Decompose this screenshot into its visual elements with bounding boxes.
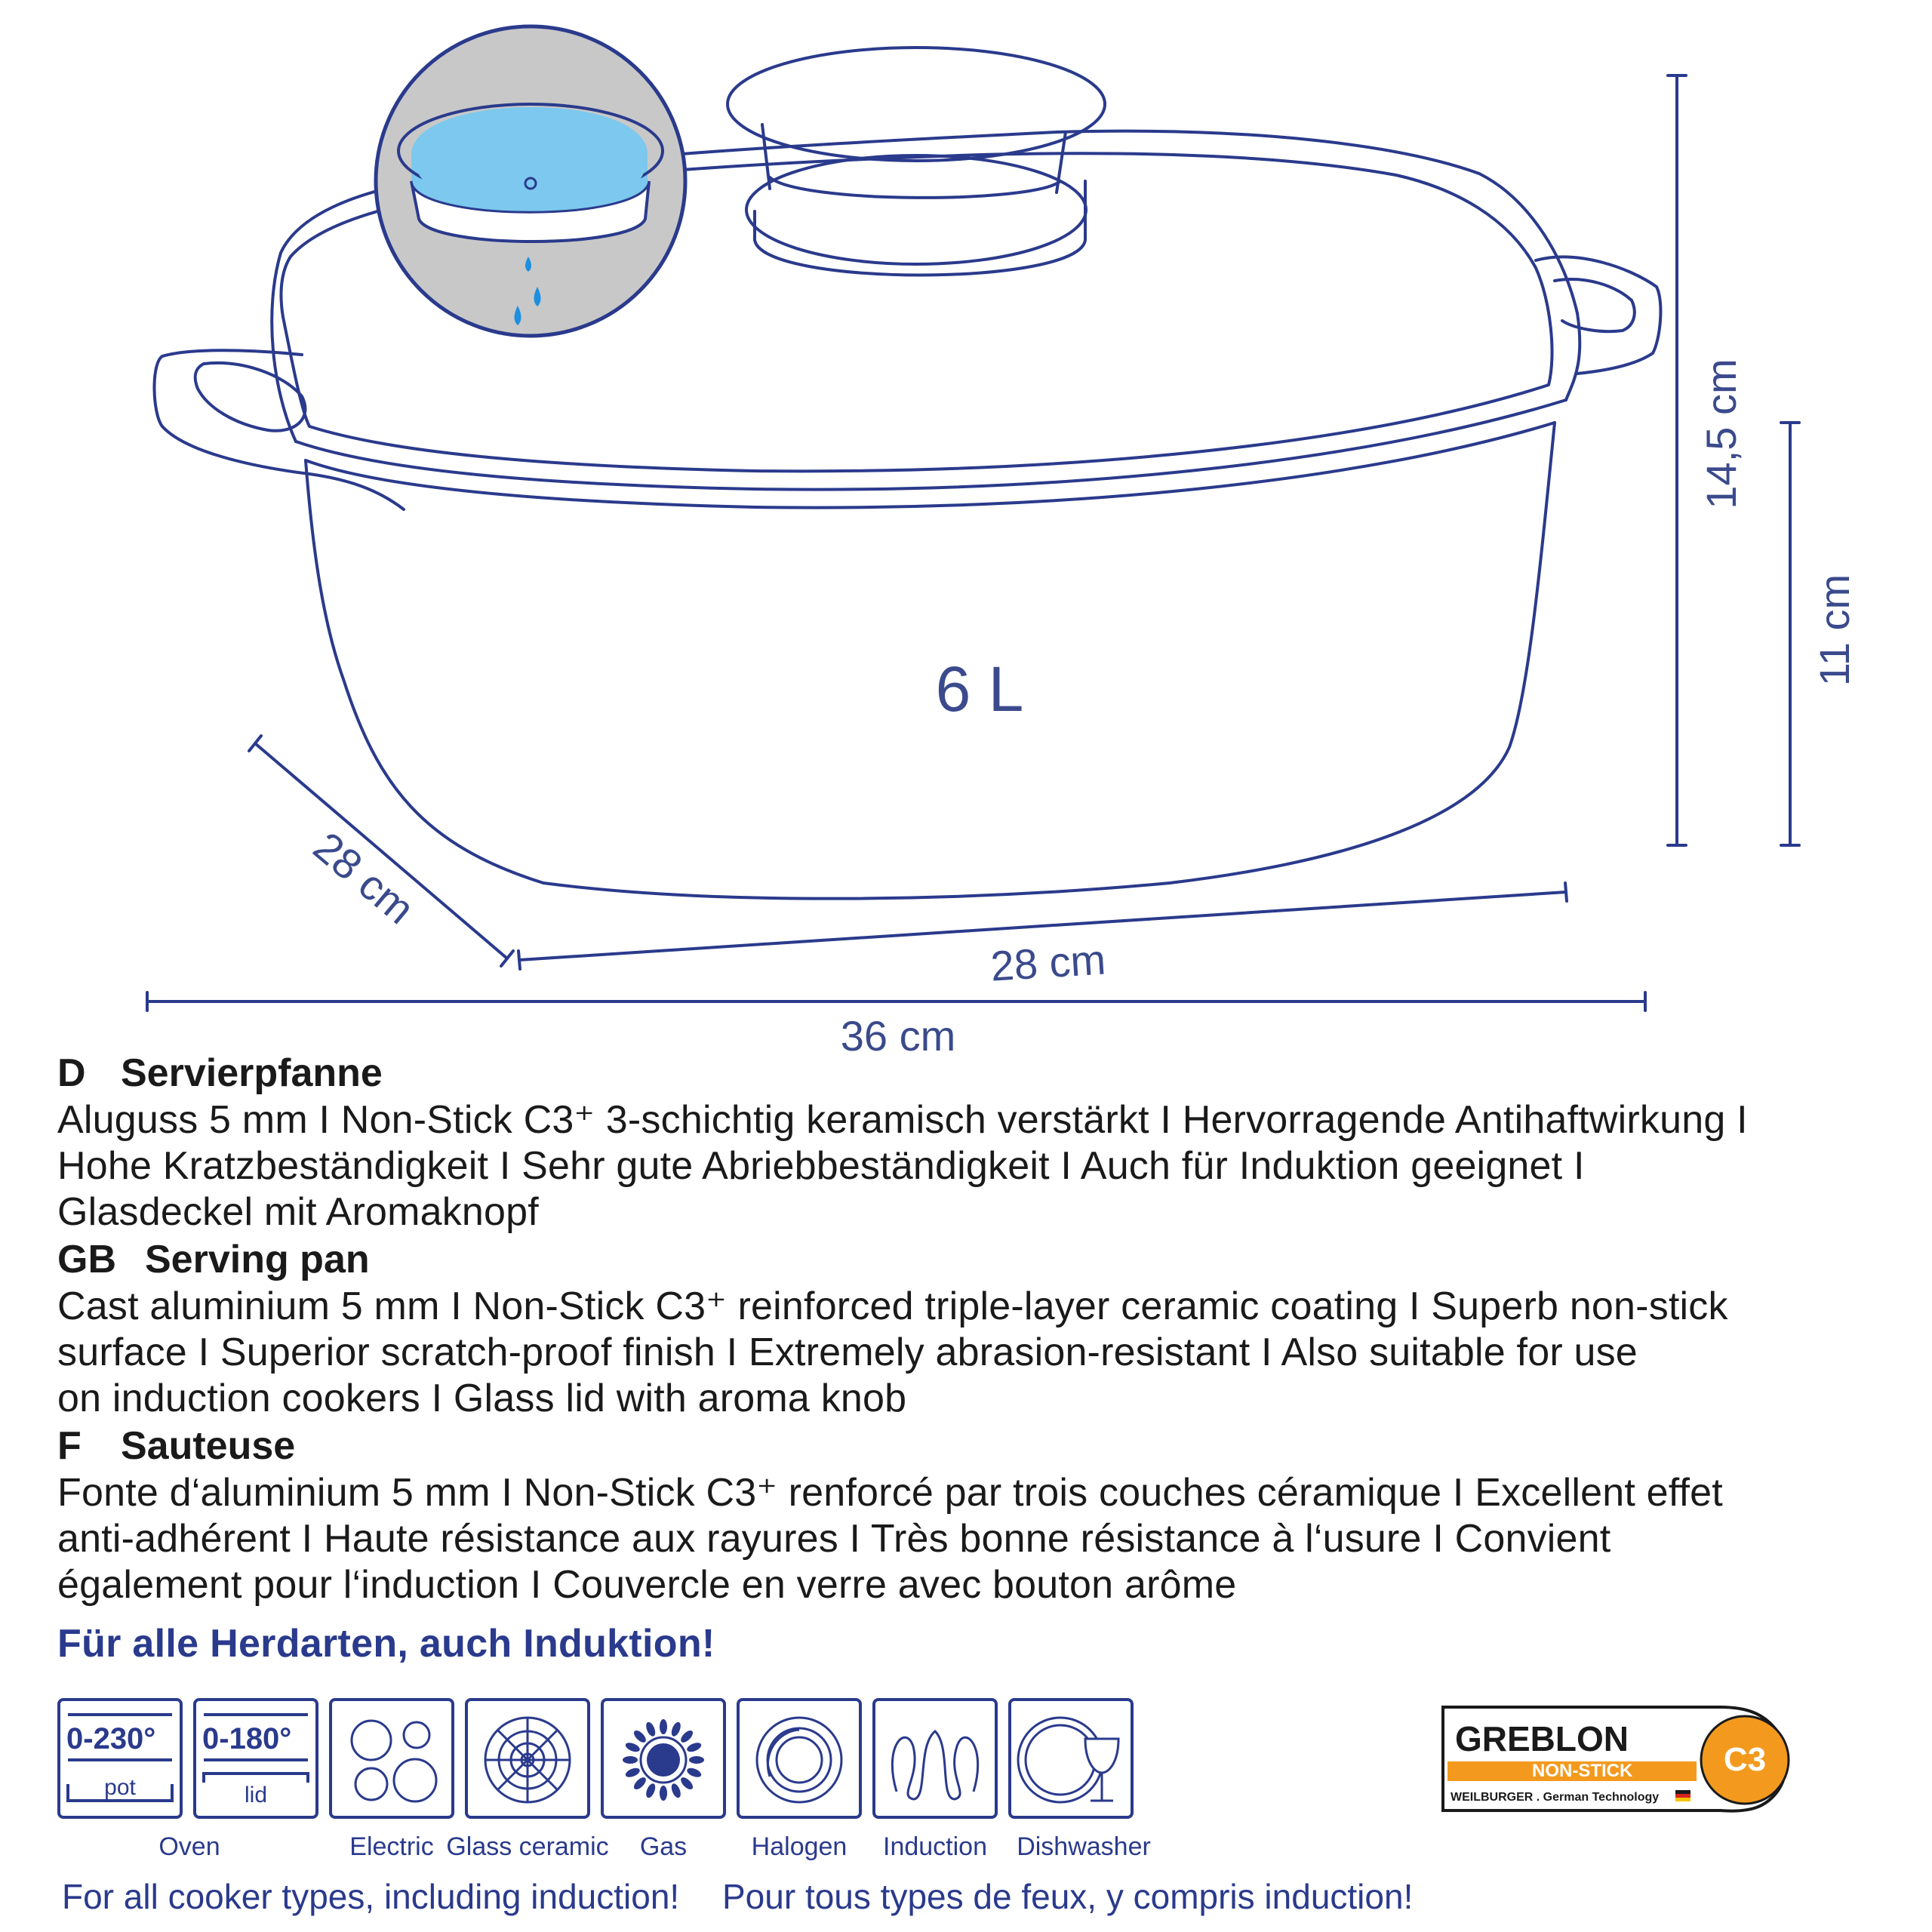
oven-lid-temp: 0-180° bbox=[202, 1722, 292, 1755]
gas-flame-petal bbox=[686, 1766, 703, 1779]
width-body-label: 28 cm bbox=[989, 935, 1107, 990]
gas-flame-petal bbox=[669, 1783, 682, 1799]
glass-ceramic-label: Glass ceramic bbox=[446, 1832, 609, 1861]
footer-text bbox=[62, 1876, 1446, 1917]
lid-knob bbox=[746, 155, 1086, 264]
glass-ceramic-icon bbox=[465, 1698, 590, 1819]
section-gb bbox=[57, 1235, 1899, 1422]
oven-lid-icon bbox=[193, 1698, 318, 1819]
footer-french: Pour tous types de feux, y compris induction! bbox=[722, 1877, 1414, 1916]
oven-pot-temp: 0-230° bbox=[66, 1722, 156, 1755]
section-title: Servierpfanne bbox=[121, 1051, 383, 1095]
description-line: Aluguss 5 mm I Non-Stick C3⁺ 3-schichtig keramisch verstärkt I Hervorragende Antihaftwirkung I bbox=[57, 1098, 1748, 1142]
gas-flame-petal bbox=[660, 1719, 667, 1734]
section-de bbox=[57, 1049, 1899, 1235]
section-heading bbox=[57, 1422, 1899, 1470]
gas-flame-petal bbox=[632, 1728, 648, 1744]
right-handle bbox=[1536, 257, 1660, 374]
language-code: F bbox=[57, 1424, 82, 1468]
greblon-logo bbox=[1434, 1701, 1804, 1814]
height-total-label: 14,5 cm bbox=[1697, 358, 1745, 509]
description-line: surface I Superior scratch-proof finish I Extremely abrasion-resistant I Also suitable for use bbox=[57, 1331, 1638, 1374]
gas-flame-petal bbox=[623, 1756, 638, 1764]
electric-icon bbox=[329, 1698, 454, 1819]
oven-lid-label: lid bbox=[244, 1783, 267, 1807]
description-line: Cast aluminium 5 mm I Non-Stick C3⁺ reinforced triple-layer ceramic coating I Superb non-stick bbox=[57, 1284, 1728, 1328]
cooker-types-heading: Für alle Herdarten, auch Induktion! bbox=[57, 1622, 715, 1666]
description-line: Fonte d‘aluminium 5 mm I Non-Stick C3⁺ renforcé par trois couches céramique I Excellent effet bbox=[57, 1471, 1723, 1515]
gas-flame-petal bbox=[624, 1741, 641, 1754]
gas-flame-petal bbox=[632, 1775, 648, 1791]
footer-english: For all cooker types, including induction! bbox=[62, 1877, 680, 1916]
oven-label: Oven bbox=[158, 1832, 220, 1861]
halogen-icon bbox=[737, 1698, 862, 1819]
description-line: anti-adhérent I Haute résistance aux rayures I Très bonne résistance à l‘usure I Convient bbox=[57, 1517, 1611, 1561]
oven-pot-icon bbox=[57, 1698, 183, 1819]
gas-flame-petal bbox=[645, 1783, 657, 1799]
description-line: également pour l‘induction I Couvercle en verre avec bouton arôme bbox=[57, 1563, 1237, 1607]
gas-flame-petal bbox=[669, 1721, 682, 1737]
gas-flame-petal bbox=[678, 1775, 694, 1791]
section-heading bbox=[57, 1049, 1899, 1097]
gas-label: Gas bbox=[639, 1832, 688, 1861]
volume-label: 6 L bbox=[935, 654, 1024, 724]
description-line: Hohe Kratzbeständigkeit I Sehr gute Abriebbeständigkeit I Auch für Induktion geeignet I bbox=[57, 1144, 1585, 1188]
gas-flame-petal bbox=[686, 1741, 703, 1754]
description-line: on induction cookers I Glass lid with aroma knob bbox=[57, 1377, 907, 1420]
depth-label: 28 cm bbox=[304, 822, 424, 934]
oven-pot-label: pot bbox=[104, 1775, 136, 1800]
dishwasher-label: Dishwasher bbox=[1017, 1832, 1151, 1861]
language-code: GB bbox=[57, 1238, 116, 1281]
gas-flame-petal bbox=[645, 1721, 657, 1737]
dishwasher-icon bbox=[1008, 1698, 1134, 1819]
gas-flame-petal bbox=[660, 1786, 667, 1801]
gas-flame-petal bbox=[678, 1728, 694, 1744]
section-f bbox=[57, 1422, 1899, 1608]
halogen-label: Halogen bbox=[751, 1832, 848, 1861]
section-heading bbox=[57, 1235, 1899, 1284]
induction-label: Induction bbox=[883, 1832, 987, 1861]
section-title: Sauteuse bbox=[121, 1424, 296, 1468]
logo-band: NON-STICK bbox=[1532, 1761, 1633, 1781]
logo-tagline: WEILBURGER . German Technology bbox=[1451, 1791, 1660, 1804]
induction-icon bbox=[872, 1698, 998, 1819]
gas-flame-petal bbox=[689, 1756, 704, 1764]
gas-flame-petal bbox=[624, 1766, 641, 1779]
language-code: D bbox=[57, 1051, 86, 1095]
product-descriptions bbox=[57, 1049, 1899, 1608]
width-total-label: 36 cm bbox=[840, 1012, 956, 1060]
aroma-knob-detail bbox=[376, 26, 685, 336]
section-title: Serving pan bbox=[145, 1238, 370, 1281]
height-body-label: 11 cm bbox=[1810, 574, 1858, 687]
logo-brand: GREBLON bbox=[1455, 1719, 1629, 1758]
electric-label: Electric bbox=[349, 1832, 434, 1861]
gas-icon bbox=[601, 1698, 726, 1819]
logo-badge: C3 bbox=[1723, 1741, 1767, 1778]
description-line: Glasdeckel mit Aromaknopf bbox=[57, 1190, 539, 1234]
